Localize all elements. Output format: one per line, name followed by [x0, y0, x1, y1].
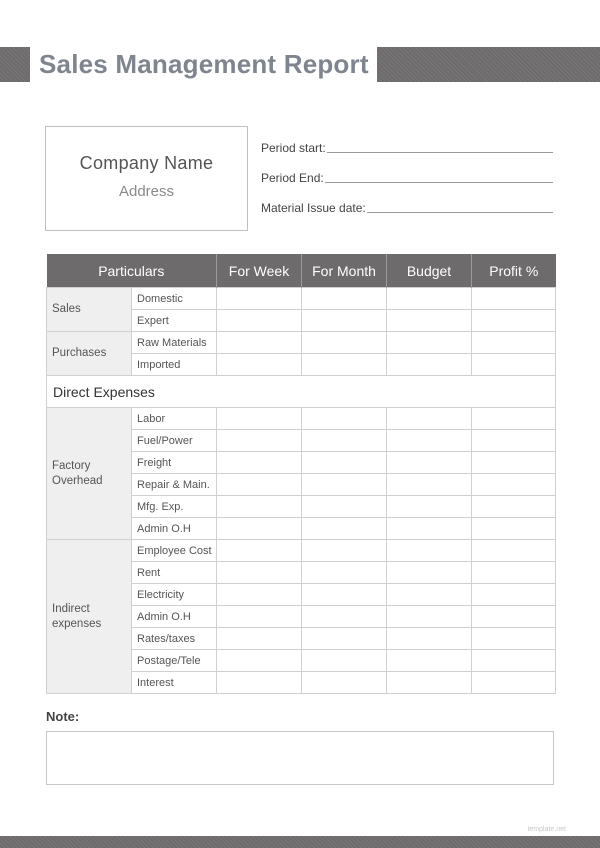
table-cell[interactable]: [217, 672, 302, 694]
group-label-line: Factory: [52, 459, 91, 472]
page-title: Sales Management Report: [39, 49, 369, 79]
table-cell[interactable]: [472, 474, 556, 496]
period-end-label: Period End:: [261, 171, 324, 185]
report-table: [46, 254, 556, 694]
table-cell[interactable]: [472, 584, 556, 606]
note-label: Note:: [46, 709, 80, 724]
table-cell[interactable]: [302, 650, 387, 672]
company-name: Company Name: [79, 153, 214, 173]
table-cell[interactable]: [472, 288, 556, 310]
table-cell[interactable]: [302, 408, 387, 430]
group-label-factory-overhead: [47, 408, 132, 540]
table-cell[interactable]: [472, 408, 556, 430]
company-box: [45, 126, 248, 231]
group-label-line: expenses: [52, 617, 102, 630]
period-start-line[interactable]: [327, 151, 553, 153]
column-header-budget: Budget: [387, 254, 472, 288]
row-label: Repair & Main.: [132, 474, 217, 496]
table-cell[interactable]: [302, 584, 387, 606]
group-label-line: Overhead: [52, 474, 103, 487]
table-cell[interactable]: [302, 496, 387, 518]
table-cell[interactable]: [387, 606, 472, 628]
row-label: Rent: [132, 562, 217, 584]
row-label: Domestic: [132, 288, 217, 310]
watermark: template.net: [527, 826, 566, 833]
table-cell[interactable]: [472, 452, 556, 474]
table-cell[interactable]: [302, 562, 387, 584]
material-issue-line[interactable]: [367, 211, 553, 213]
row-label: Admin O.H: [132, 606, 217, 628]
table-cell[interactable]: [387, 562, 472, 584]
table-cell[interactable]: [217, 584, 302, 606]
group-label-line: Indirect: [52, 602, 90, 615]
row-label: Expert: [132, 310, 217, 332]
table-cell[interactable]: [217, 540, 302, 562]
table-cell[interactable]: [217, 408, 302, 430]
group-label-sales: Sales: [47, 288, 132, 332]
table-cell[interactable]: [302, 540, 387, 562]
row-label: Freight: [132, 452, 217, 474]
table-cell[interactable]: [387, 430, 472, 452]
table-cell[interactable]: [217, 430, 302, 452]
table-cell[interactable]: [472, 354, 556, 376]
footer-bar: [0, 836, 600, 848]
table-cell[interactable]: [472, 606, 556, 628]
table-cell[interactable]: [302, 672, 387, 694]
row-label: Fuel/Power: [132, 430, 217, 452]
group-label-purchases: Purchases: [47, 332, 132, 376]
period-end-field[interactable]: [261, 171, 553, 185]
table-cell[interactable]: [472, 332, 556, 354]
column-header-particulars: Particulars: [47, 254, 217, 288]
table-cell[interactable]: [302, 332, 387, 354]
table-cell[interactable]: [387, 332, 472, 354]
row-label: Interest: [132, 672, 217, 694]
material-issue-field[interactable]: [261, 201, 553, 215]
table-cell[interactable]: [217, 562, 302, 584]
row-label: Admin O.H: [132, 518, 217, 540]
table-cell[interactable]: [387, 584, 472, 606]
company-address: Address: [118, 183, 175, 200]
table-row: [47, 288, 556, 310]
row-label: Labor: [132, 408, 217, 430]
table-cell[interactable]: [472, 540, 556, 562]
table-cell[interactable]: [387, 540, 472, 562]
table-cell[interactable]: [217, 332, 302, 354]
table-cell[interactable]: [217, 354, 302, 376]
table-cell[interactable]: [387, 354, 472, 376]
table-cell[interactable]: [472, 650, 556, 672]
row-label: Electricity: [132, 584, 217, 606]
table-header-row: [47, 254, 556, 288]
row-label: Raw Materials: [132, 332, 217, 354]
table-cell[interactable]: [302, 430, 387, 452]
table-cell[interactable]: [387, 672, 472, 694]
table-cell[interactable]: [472, 310, 556, 332]
table-cell[interactable]: [472, 518, 556, 540]
table-cell[interactable]: [217, 518, 302, 540]
table-cell[interactable]: [472, 562, 556, 584]
table-cell[interactable]: [387, 650, 472, 672]
table-row: [47, 540, 556, 562]
header-bar-left: [0, 47, 30, 82]
table-cell[interactable]: [472, 672, 556, 694]
period-start-field[interactable]: [261, 141, 553, 155]
table-cell[interactable]: [387, 518, 472, 540]
table-cell[interactable]: [302, 518, 387, 540]
table-cell[interactable]: [472, 430, 556, 452]
table-cell[interactable]: [217, 452, 302, 474]
table-cell[interactable]: [387, 628, 472, 650]
period-start-label: Period start:: [261, 141, 326, 155]
table-cell[interactable]: [217, 496, 302, 518]
table-cell[interactable]: [302, 606, 387, 628]
table-cell[interactable]: [472, 628, 556, 650]
table-cell[interactable]: [302, 354, 387, 376]
note-box[interactable]: [46, 731, 554, 785]
row-label: Employee Cost: [132, 540, 217, 562]
table-cell[interactable]: [387, 496, 472, 518]
table-cell[interactable]: [387, 288, 472, 310]
row-label: Rates/taxes: [132, 628, 217, 650]
table-cell[interactable]: [217, 628, 302, 650]
table-cell[interactable]: [217, 606, 302, 628]
column-header-for-week: For Week: [217, 254, 302, 288]
table-cell[interactable]: [387, 408, 472, 430]
table-cell[interactable]: [387, 474, 472, 496]
table-cell[interactable]: [302, 474, 387, 496]
table-cell[interactable]: [387, 310, 472, 332]
section-row: [47, 376, 556, 408]
period-end-line[interactable]: [325, 181, 553, 183]
table-cell[interactable]: [217, 310, 302, 332]
material-issue-label: Material Issue date:: [261, 201, 366, 215]
table-cell[interactable]: [302, 310, 387, 332]
row-label: Mfg. Exp.: [132, 496, 217, 518]
table-row: [47, 408, 556, 430]
table-cell[interactable]: [217, 474, 302, 496]
table-cell[interactable]: [387, 452, 472, 474]
table-cell[interactable]: [302, 288, 387, 310]
column-header-profit: Profit %: [472, 254, 556, 288]
column-header-for-month: For Month: [302, 254, 387, 288]
group-label-indirect-expenses: [47, 540, 132, 694]
row-label: Postage/Tele: [132, 650, 217, 672]
table-cell[interactable]: [472, 496, 556, 518]
row-label: Imported: [132, 354, 217, 376]
table-row: [47, 332, 556, 354]
header-bar-right: [377, 47, 600, 82]
table-cell[interactable]: [217, 650, 302, 672]
table-cell[interactable]: [217, 288, 302, 310]
table-cell[interactable]: [302, 452, 387, 474]
section-direct-expenses: Direct Expenses: [47, 376, 556, 408]
table-cell[interactable]: [302, 628, 387, 650]
